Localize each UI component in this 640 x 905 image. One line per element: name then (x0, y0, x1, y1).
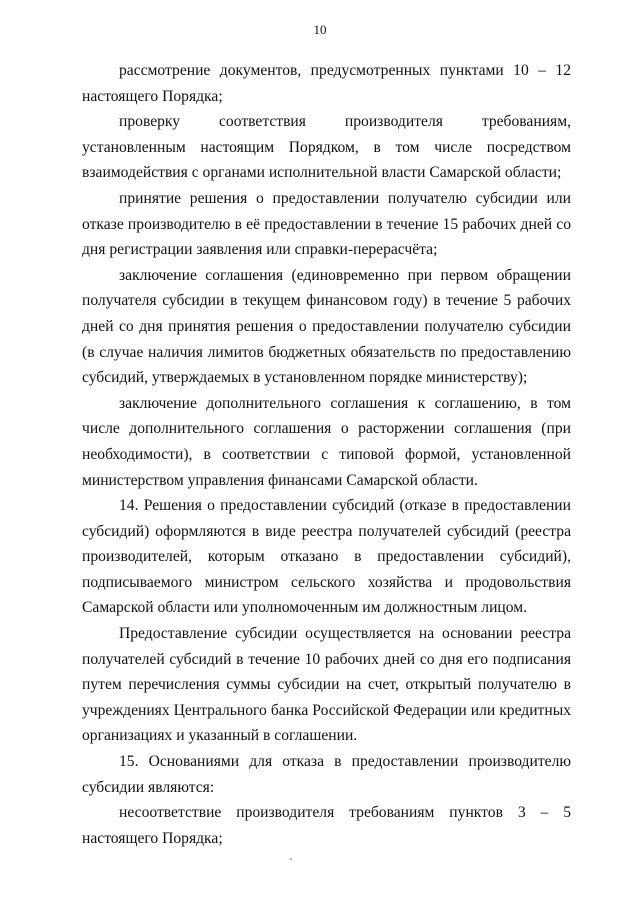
paragraph-item-14: 14. Решения о предоставлении субсидий (отказе в предоставлении субсидий) оформляются в виде реестра получателей субсидий (реестра производителей, которым отказано в предоставлении субсидий), подписываемого министром сельского хозяйства и продовольствия Самарской области или уполномоченным им должностным лицом. (82, 497, 571, 617)
paragraph-item-15: 15. Основаниями для отказа в предоставлении производителю субсидии являются: (82, 753, 571, 796)
paragraph-agreement: заключение соглашения (единовременно при первом обращении получателя субсидии в текущем финансовом году) в течение 5 рабочих дней со дня принятия решения о предоставлении получателю субсидии (в случае наличия лимитов бюджетных обязательств по предоставлению субсидий, утверждаемых в установленном порядке министерству); (82, 266, 571, 387)
paragraph-compliance-check: проверку соответствия производителя требованиям, установленным настоящим Порядком, в том числе посредством взаимодействия с органами исполнительной власти Самарской области; (82, 113, 571, 182)
document-body (82, 58, 571, 851)
page-number: 10 (313, 22, 327, 37)
paragraph-decision: принятие решения о предоставлении получателю субсидии или отказе производителю в её предоставлении в течение 15 рабочих дней со дня регистрации заявления или справки-перерасчёта; (82, 189, 571, 259)
paragraph-noncompliance: несоответствие производителя требованиям пунктов 3 – 5 настоящего Порядка; (82, 804, 571, 847)
paragraph-review-documents: рассмотрение документов, предусмотренных пунктами 10 – 12 настоящего Порядка; (82, 62, 571, 105)
paragraph-additional-agreement: заключение дополнительного соглашения к соглашению, в том числе дополнительного соглашения о расторжении соглашения (при необходимости), в соответствии с типовой формой, установленной министерством управления финансами Самарской области. (82, 394, 571, 489)
paragraph-payment: Предоставление субсидии осуществляется на основании реестра получателей субсидий в течение 10 рабочих дней со дня его подписания путем перечисления суммы субсидии на счет, открытый получателю в учреждениях Центрального банка Российской Федерации или кредитных организациях и указанный в соглашении. (82, 625, 571, 745)
scan-speck (290, 858, 292, 860)
